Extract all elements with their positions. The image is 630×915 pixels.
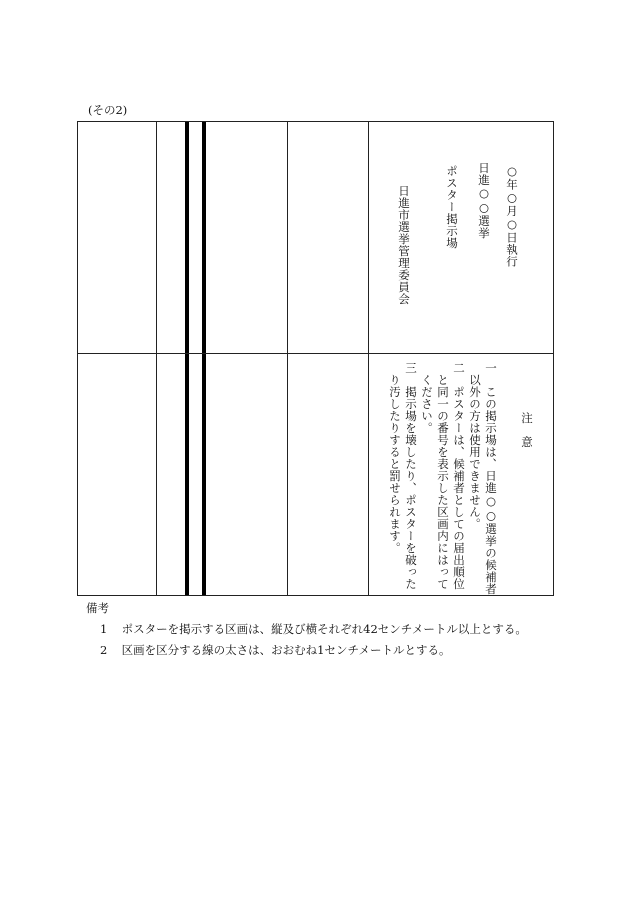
notice-line: ください。 xyxy=(420,362,434,434)
poster-board-frame xyxy=(77,121,554,596)
column-divider xyxy=(368,122,369,595)
remark-text: 区画を区分する線の太さは、おおむね1センチメートルとする。 xyxy=(121,643,451,657)
column-divider xyxy=(287,122,288,595)
row-divider xyxy=(78,353,553,354)
remark-number: 1 xyxy=(100,622,108,636)
thick-divider xyxy=(202,122,206,595)
remarks-title: 備考 xyxy=(86,601,109,615)
notice-heading: 注 意 xyxy=(520,412,534,448)
board-title: 日進○○選挙 xyxy=(477,162,491,239)
board-title: ○年○月○日執行 xyxy=(505,164,519,268)
notice-line: 一 この掲示場は、日進○○選挙の候補者 xyxy=(484,362,498,595)
section-label: (その2) xyxy=(88,103,128,117)
notice-line: 以外の方は使用できません。 xyxy=(468,362,482,530)
remark-item xyxy=(86,640,527,661)
notice-line: と同一の番号を表示した区画内にはって xyxy=(436,362,450,590)
column-divider xyxy=(156,122,157,595)
remark-item xyxy=(86,619,527,640)
notice-line: 二 ポスターは、候補者としての届出順位 xyxy=(452,362,466,590)
committee-name: 日進市選挙管理委員会 xyxy=(397,185,411,305)
thick-divider xyxy=(185,122,189,595)
remark-text: ポスターを掲示する区画は、縦及び横それぞれ42センチメートル以上とする。 xyxy=(121,622,527,636)
notice-line: 三 掲示場を壊したり、ポスターを破った xyxy=(404,362,418,590)
remark-number: 2 xyxy=(100,643,108,657)
remarks xyxy=(86,598,527,661)
notice-line: り汚したりすると罰せられます。 xyxy=(388,362,402,554)
board-title: ポスター掲示場 xyxy=(445,165,459,249)
